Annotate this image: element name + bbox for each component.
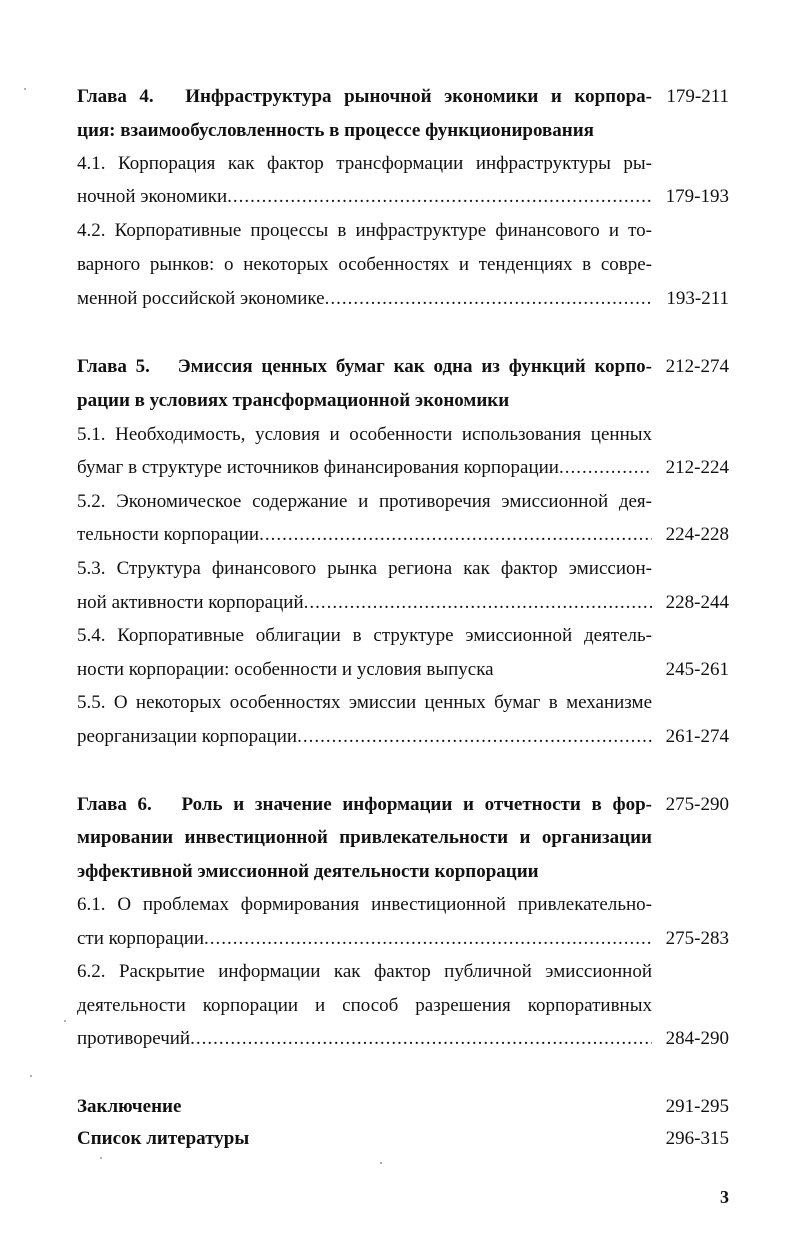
section-5-1-line-2 (77, 451, 652, 485)
section-6-1-line-1: 6.1. О проблемах формирования инвестиционной привлекательно- (77, 894, 652, 915)
section-5-1-line-1: 5.1. Необходимость, условия и особенности использования ценных (77, 424, 652, 445)
section-6-2-pages: 284-290 (665, 1028, 729, 1049)
section-5-3-text: ной активности корпораций (77, 592, 304, 613)
section-6-2-text: противоречий (77, 1028, 191, 1049)
section-5-1-text: бумаг в структуре источников финансирования корпорации (77, 457, 559, 478)
section-4-1-line-2 (77, 180, 652, 214)
section-6-2-line-2: деятельности корпорации и способ разрешения корпоративных (77, 995, 652, 1016)
section-4-2-line-2: варного рынков: о некоторых особенностях и тенденциях в совре- (77, 254, 652, 275)
section-4-2-line-1: 4.2. Корпоративные процессы в инфраструктуре финансового и то- (77, 220, 652, 241)
section-4-2-line-3 (77, 282, 652, 316)
section-4-2-text: менной российской экономике (77, 288, 325, 309)
leader-dots (325, 282, 652, 316)
section-5-4-line-1: 5.4. Корпоративные облигации в структуре эмиссионной деятель- (77, 625, 652, 646)
section-5-2-line-1: 5.2. Экономическое содержание и противоречия эмиссионной дея- (77, 491, 652, 512)
section-5-5-text: реорганизации корпорации (77, 726, 298, 747)
section-4-1-pages: 179-193 (665, 186, 729, 207)
section-5-4-line-2: ности корпорации: особенности и условия выпуска (77, 659, 494, 680)
section-5-5-line-1: 5.5. О некоторых особенностях эмиссии ценных бумаг в механизме (77, 692, 652, 713)
leader-dots (227, 180, 652, 214)
bibliography-pages: 296-315 (665, 1128, 729, 1149)
chapter-6-title-line-3: эффективной эмиссионной деятельности корпорации (77, 861, 539, 882)
leader-dots (304, 586, 652, 620)
chapter-5-title-line-1: Глава 5. Эмиссия ценных бумаг как одна из функций корпо- (77, 356, 652, 377)
section-5-3-line-2 (77, 586, 652, 620)
section-5-3-line-1: 5.3. Структура финансового рынка региона как фактор эмиссион- (77, 558, 652, 579)
chapter-5-pages: 212-274 (665, 356, 729, 377)
chapter-6-pages: 275-290 (665, 794, 729, 815)
scan-speck (380, 1162, 382, 1164)
leader-dots (297, 720, 652, 754)
section-5-2-pages: 224-228 (665, 524, 729, 545)
chapter-4-title-line-2: ция: взаимообусловленность в процессе функционирования (77, 120, 594, 141)
section-6-1-pages: 275-283 (665, 928, 729, 949)
chapter-6-title-line-1: Глава 6. Роль и значение информации и отчетности в фор- (77, 794, 652, 815)
scan-speck (24, 88, 26, 90)
section-5-5-line-2 (77, 720, 652, 754)
scan-speck (100, 1157, 102, 1159)
section-4-1-line-1: 4.1. Корпорация как фактор трансформации инфраструктуры ры- (77, 153, 652, 174)
page-number: 3 (720, 1187, 729, 1207)
section-6-1-line-2 (77, 922, 652, 956)
conclusion-pages: 291-295 (665, 1096, 729, 1117)
bibliography-title: Список литературы (77, 1128, 250, 1149)
chapter-6-title-line-2: мировании инвестиционной привлекательности и организации (77, 827, 652, 848)
scan-speck (64, 1020, 66, 1022)
section-5-5-pages: 261-274 (665, 726, 729, 747)
leader-dots (259, 518, 652, 552)
leader-dots (190, 1022, 652, 1056)
section-4-2-pages: 193-211 (666, 288, 729, 309)
chapter-4-title-line-1: Глава 4. Инфраструктура рыночной экономики и корпора- (77, 86, 652, 107)
section-4-1-text: ночной экономики (77, 186, 228, 207)
chapter-4-pages: 179-211 (666, 86, 729, 107)
conclusion-title: Заключение (77, 1096, 182, 1117)
section-6-1-text: сти корпорации (77, 928, 205, 949)
section-6-2-line-1: 6.2. Раскрытие информации как фактор публичной эмиссионной (77, 961, 652, 982)
section-5-3-pages: 228-244 (665, 592, 729, 613)
section-5-2-text: тельности корпорации (77, 524, 260, 545)
section-6-2-line-3 (77, 1022, 652, 1056)
section-5-4-pages: 245-261 (665, 659, 729, 680)
scan-speck (30, 1075, 32, 1077)
leader-dots (204, 922, 652, 956)
section-5-1-pages: 212-224 (665, 457, 729, 478)
section-5-2-line-2 (77, 518, 652, 552)
chapter-5-title-line-2: рации в условиях трансформационной экономики (77, 390, 510, 411)
